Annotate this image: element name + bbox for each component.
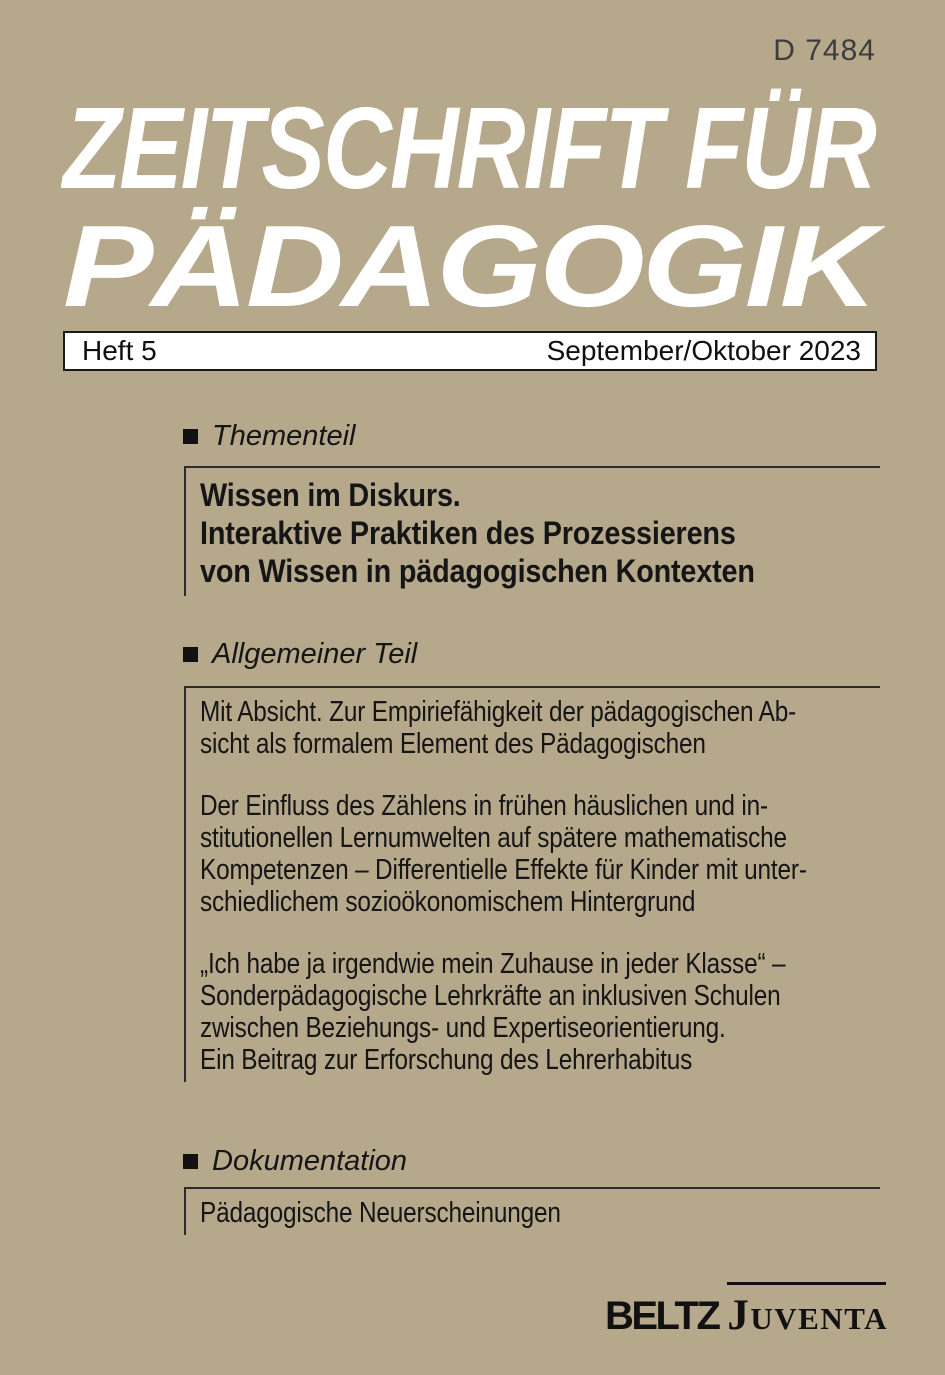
text-line: Sonderpädagogische Lehrkräfte an inklusiven Schulen — [200, 980, 781, 1012]
text-line: Interaktive Praktiken des Prozessierens — [200, 515, 736, 551]
section-heading-allgemeiner-teil — [183, 637, 417, 671]
section-box-dokumentation — [184, 1187, 880, 1235]
square-bullet-icon — [183, 429, 198, 444]
text-line: „Ich habe ja irgendwie mein Zuhause in jeder Klasse“ – — [200, 948, 786, 980]
section-heading-label: Thementeil — [212, 420, 356, 452]
text-line: von Wissen in pädagogischen Kontexten — [200, 553, 755, 589]
section-heading-label: Allgemeiner Teil — [212, 638, 418, 670]
issue-number: Heft 5 — [82, 335, 157, 366]
publisher-juventa-wordmark: JUVENTA — [727, 1282, 888, 1340]
masthead-line-1: ZEITSCHRIFT FÜR — [63, 83, 875, 213]
section-box-thementeil — [184, 466, 880, 596]
article-entry — [200, 696, 797, 760]
section-heading-thementeil — [183, 419, 355, 453]
article-title — [200, 476, 812, 590]
publisher-logo — [605, 1282, 888, 1340]
text-line: zwischen Beziehungs- und Expertiseorientierung. — [200, 1012, 726, 1044]
square-bullet-icon — [183, 1154, 198, 1169]
text-line: schiedlichem sozioökonomischem Hintergrund — [200, 886, 696, 918]
text-line: Pädagogische Neuerscheinungen — [200, 1197, 561, 1229]
masthead-line-2: PÄDAGOGIK — [63, 201, 875, 331]
section-box-allgemeiner-teil — [184, 686, 880, 1082]
text-line: Mit Absicht. Zur Empiriefähigkeit der pädagogischen Ab- — [200, 696, 797, 728]
article-entry — [200, 1197, 771, 1229]
text-line: Wissen im Diskurs. — [200, 477, 461, 513]
section-heading-label: Dokumentation — [212, 1145, 408, 1177]
issue-bar — [63, 331, 877, 371]
postal-code: D 7484 — [773, 34, 876, 67]
publisher-beltz-wordmark: BELTZ — [604, 1294, 719, 1338]
text-line: stitutionellen Lernumwelten auf spätere mathematische — [200, 822, 787, 854]
article-entry — [200, 790, 807, 918]
issue-date: September/Oktober 2023 — [546, 335, 861, 366]
section-heading-dokumentation — [183, 1144, 407, 1178]
text-line: Kompetenzen – Differentielle Effekte für Kinder mit unter- — [200, 854, 807, 886]
article-entry — [200, 948, 786, 1076]
text-line: sicht als formalem Element des Pädagogischen — [200, 728, 706, 760]
square-bullet-icon — [183, 647, 198, 662]
text-line: Der Einfluss des Zählens in frühen häuslichen und in- — [200, 790, 768, 822]
text-line: Ein Beitrag zur Erforschung des Lehrerhabitus — [200, 1044, 693, 1076]
